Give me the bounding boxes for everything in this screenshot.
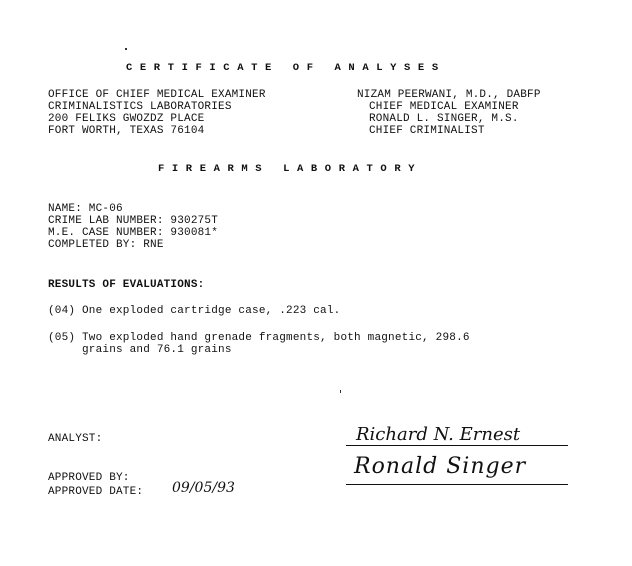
official-line: NIZAM PEERWANI, M.D., DABFP	[357, 89, 541, 101]
result-item-04: (04) One exploded cartridge case, .223 cal.	[48, 305, 341, 317]
office-line: OFFICE OF CHIEF MEDICAL EXAMINER	[48, 89, 266, 101]
office-line: FORT WORTH, TEXAS 76104	[48, 125, 205, 137]
results-heading: RESULTS OF EVALUATIONS:	[48, 279, 205, 291]
stray-mark	[125, 48, 127, 50]
approved-by-label: APPROVED BY:	[48, 472, 130, 484]
crime-lab-number: CRIME LAB NUMBER: 930275T	[48, 215, 219, 227]
approved-date-value: 09/05/93	[172, 480, 235, 496]
lab-title: FIREARMS LABORATORY	[158, 163, 423, 175]
analyst-label: ANALYST:	[48, 433, 103, 445]
result-item-05-line1: (05) Two exploded hand grenade fragments, both magnetic, 298.6	[48, 332, 470, 344]
document-title: CERTIFICATE OF ANALYSES	[126, 62, 446, 74]
stray-mark	[340, 390, 341, 393]
analyst-signature-line	[346, 445, 568, 446]
office-line: CRIMINALISTICS LABORATORIES	[48, 101, 232, 113]
case-name: NAME: MC-06	[48, 203, 123, 215]
result-item-05-line2: grains and 76.1 grains	[48, 344, 232, 356]
me-case-number: M.E. CASE NUMBER: 930081*	[48, 227, 219, 239]
approved-date-label: APPROVED DATE:	[48, 486, 144, 498]
official-line: CHIEF MEDICAL EXAMINER	[369, 101, 519, 113]
approved-signature: Ronald Singer	[354, 454, 527, 479]
official-line: CHIEF CRIMINALIST	[369, 125, 485, 137]
official-line: RONALD L. SINGER, M.S.	[369, 113, 519, 125]
completed-by: COMPLETED BY: RNE	[48, 239, 164, 251]
analyst-signature: Richard N. Ernest	[356, 424, 521, 445]
approved-signature-line	[346, 484, 568, 485]
office-line: 200 FELIKS GWOZDZ PLACE	[48, 113, 205, 125]
